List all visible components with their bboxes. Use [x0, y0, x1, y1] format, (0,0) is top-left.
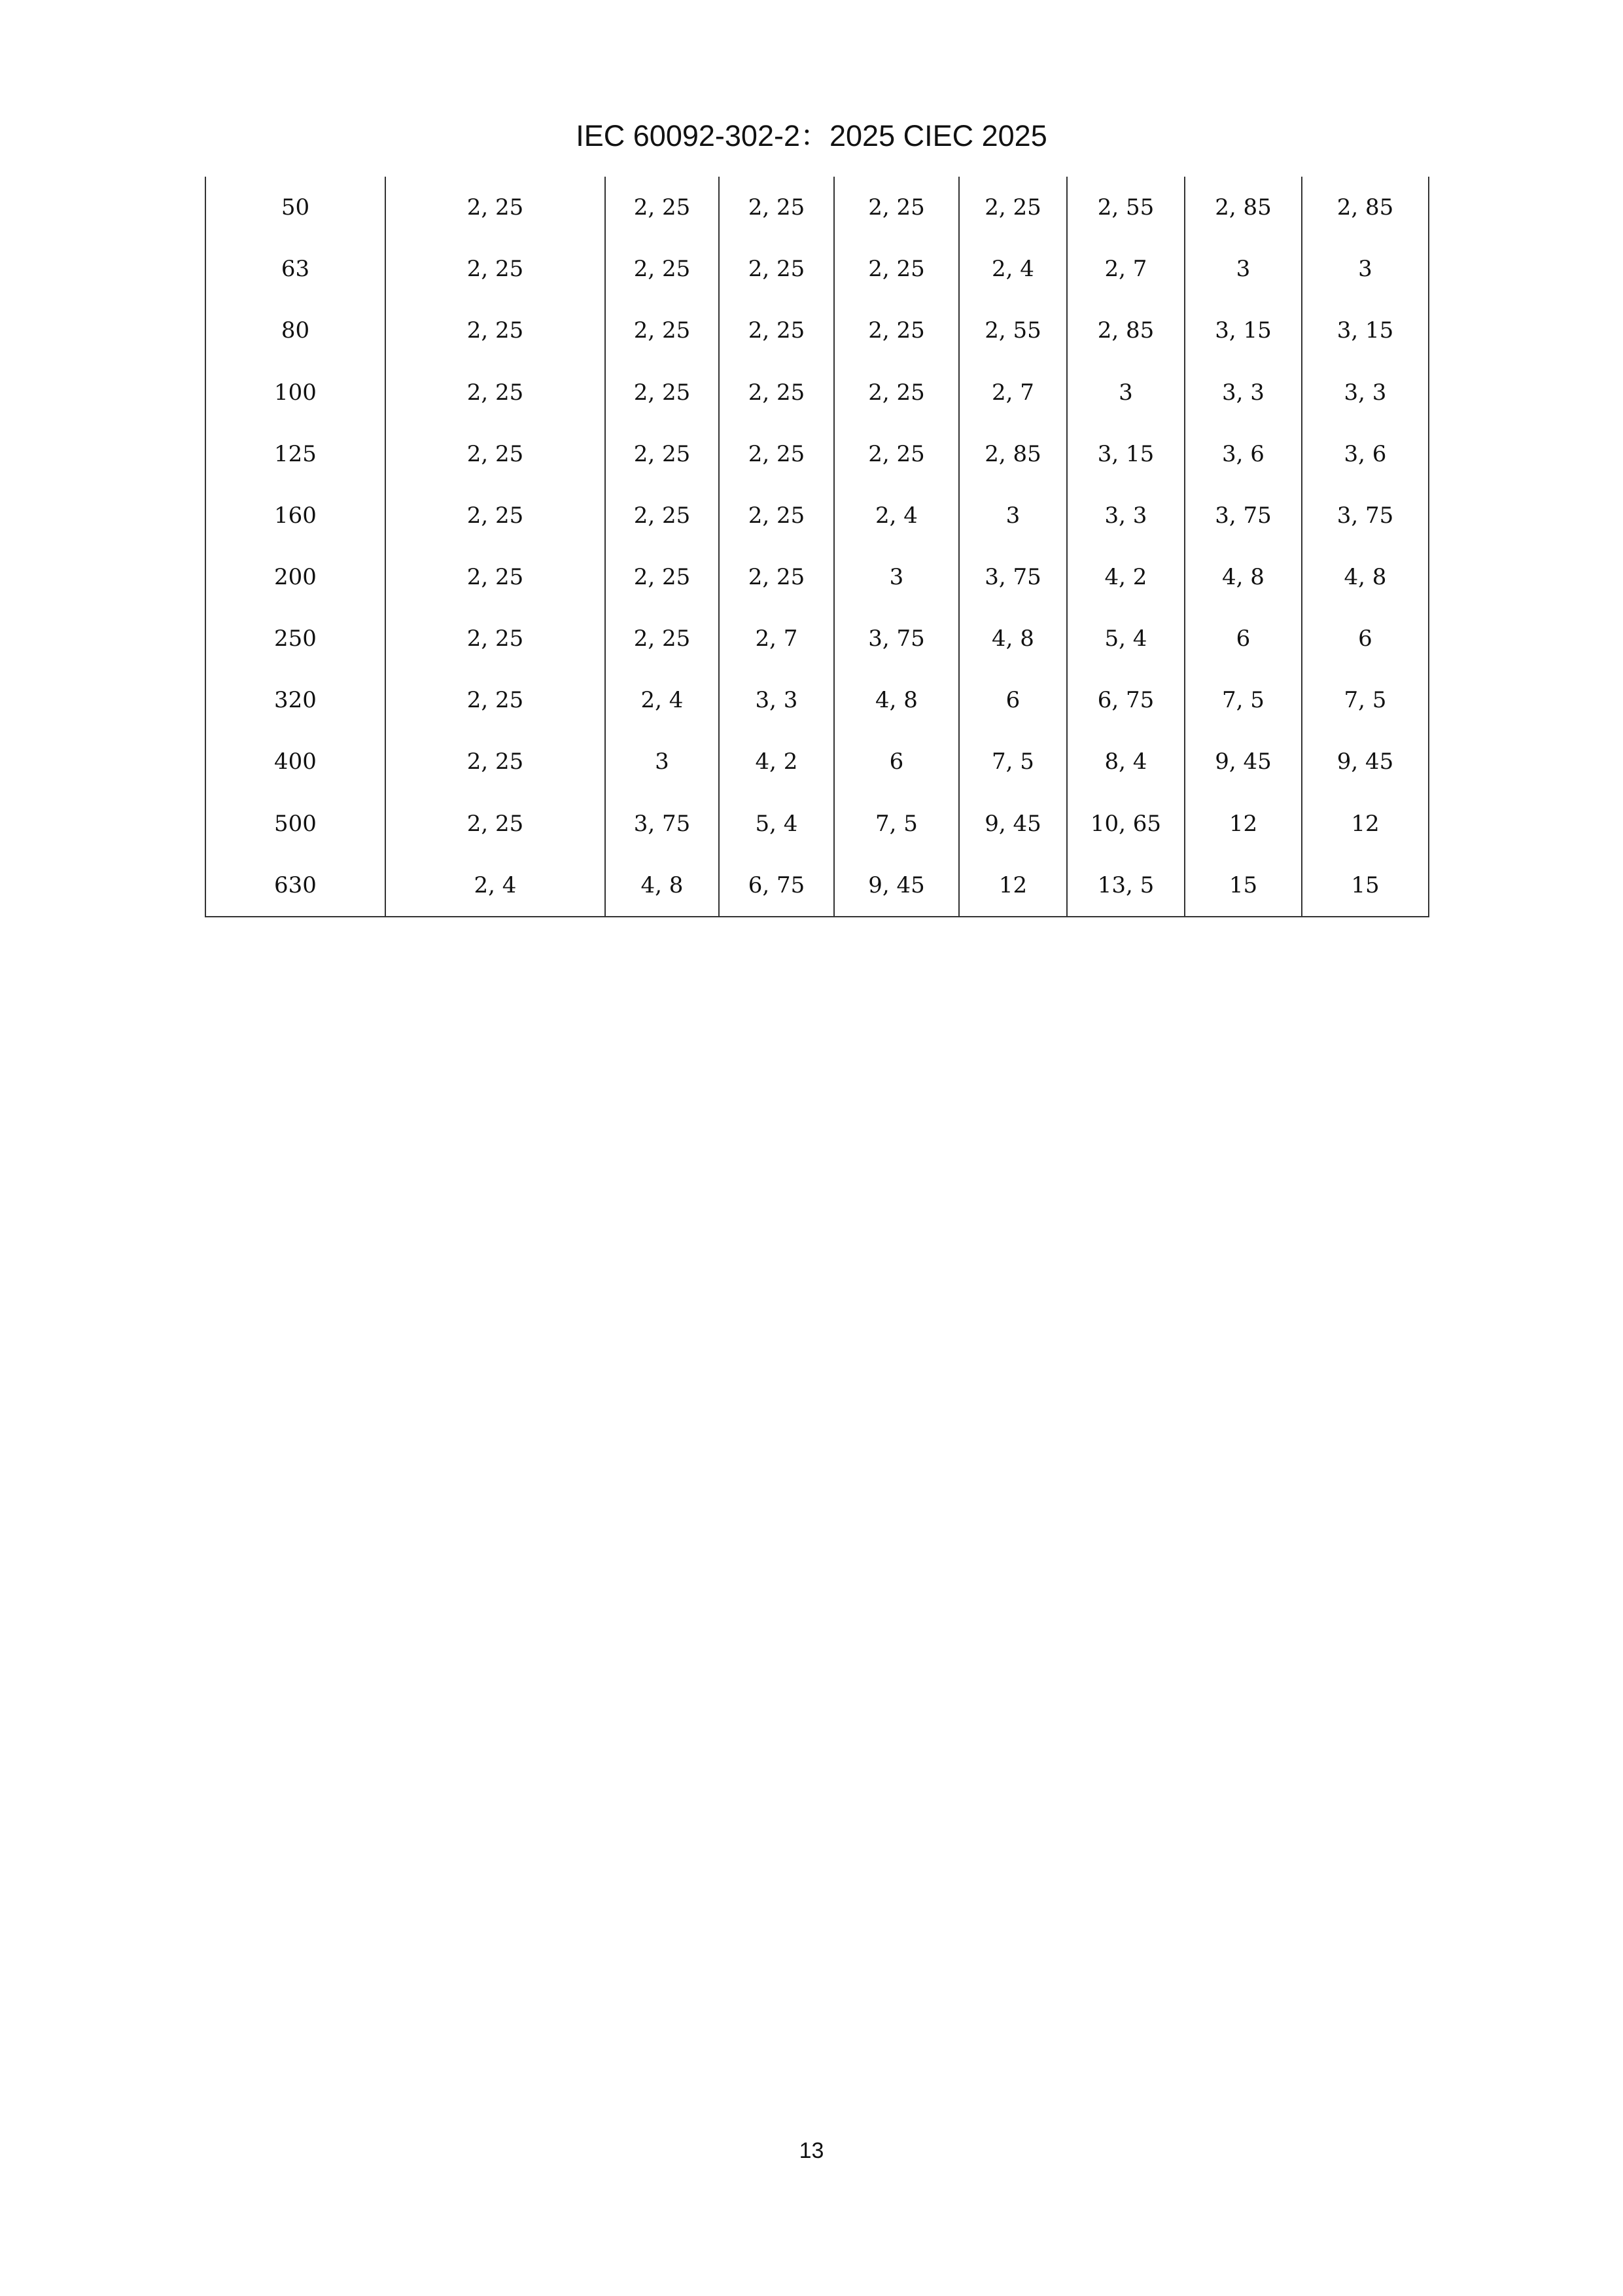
table-cell: 2, 25	[385, 361, 605, 423]
row-header-cell: 400	[205, 731, 385, 792]
table-cell: 2, 4	[385, 855, 605, 917]
table-cell: 2, 25	[834, 300, 959, 361]
table-cell: 2, 25	[385, 238, 605, 300]
table-cell: 5, 4	[719, 793, 834, 855]
table-cell: 12	[1302, 793, 1429, 855]
table-cell: 3, 3	[1185, 361, 1302, 423]
table-cell: 6	[834, 731, 959, 792]
table-cell: 4, 2	[719, 731, 834, 792]
table-cell: 12	[959, 855, 1067, 917]
table-cell: 2, 25	[834, 177, 959, 238]
table-cell: 2, 25	[605, 423, 719, 485]
table-cell: 2, 25	[385, 669, 605, 731]
table-cell: 6	[1302, 608, 1429, 669]
table-cell: 3, 3	[1067, 485, 1185, 546]
row-header-cell: 80	[205, 300, 385, 361]
table-row	[205, 855, 1429, 917]
table-cell: 3, 75	[605, 793, 719, 855]
table-cell: 2, 25	[834, 423, 959, 485]
table-cell: 7, 5	[1185, 669, 1302, 731]
table-cell: 6, 75	[1067, 669, 1185, 731]
row-header-cell: 200	[205, 546, 385, 608]
table-cell: 2, 25	[385, 300, 605, 361]
table-cell: 3	[1067, 361, 1185, 423]
table-cell: 2, 25	[385, 546, 605, 608]
table-body	[205, 177, 1429, 917]
table-cell: 4, 8	[1185, 546, 1302, 608]
table-cell: 3, 75	[1185, 485, 1302, 546]
table-cell: 2, 7	[1067, 238, 1185, 300]
table-cell: 4, 2	[1067, 546, 1185, 608]
table-cell: 9, 45	[1302, 731, 1429, 792]
table-cell: 3, 15	[1302, 300, 1429, 361]
table-cell: 6	[1185, 608, 1302, 669]
table-cell: 4, 8	[834, 669, 959, 731]
table-row	[205, 300, 1429, 361]
table-row	[205, 361, 1429, 423]
table-cell: 15	[1185, 855, 1302, 917]
table-cell: 3, 75	[834, 608, 959, 669]
table-cell: 15	[1302, 855, 1429, 917]
table-cell: 2, 25	[385, 731, 605, 792]
row-header-cell: 50	[205, 177, 385, 238]
table-cell: 7, 5	[834, 793, 959, 855]
table-cell: 2, 25	[834, 361, 959, 423]
table-cell: 3, 75	[1302, 485, 1429, 546]
table-cell: 9, 45	[959, 793, 1067, 855]
table-cell: 2, 25	[385, 793, 605, 855]
table-cell: 2, 25	[385, 177, 605, 238]
table-cell: 3, 6	[1185, 423, 1302, 485]
page-header-title: IEC 60092-302-2：2025 CIEC 2025	[576, 119, 1047, 152]
row-header-cell: 250	[205, 608, 385, 669]
table-row	[205, 731, 1429, 792]
table-cell: 2, 25	[719, 361, 834, 423]
table-row	[205, 485, 1429, 546]
table-cell: 2, 85	[1185, 177, 1302, 238]
table-cell: 9, 45	[1185, 731, 1302, 792]
table-row	[205, 423, 1429, 485]
table-cell: 6	[959, 669, 1067, 731]
table-cell: 2, 85	[1067, 300, 1185, 361]
table-cell: 3, 6	[1302, 423, 1429, 485]
table-row	[205, 177, 1429, 238]
table-cell: 3, 3	[1302, 361, 1429, 423]
row-header-cell: 125	[205, 423, 385, 485]
table-cell: 2, 25	[605, 300, 719, 361]
table-cell: 9, 45	[834, 855, 959, 917]
row-header-cell: 630	[205, 855, 385, 917]
table-cell: 2, 25	[959, 177, 1067, 238]
table-cell: 2, 7	[959, 361, 1067, 423]
table-cell: 3, 15	[1067, 423, 1185, 485]
table-cell: 2, 25	[605, 177, 719, 238]
data-table	[205, 177, 1429, 917]
table-cell: 4, 8	[1302, 546, 1429, 608]
table-row	[205, 793, 1429, 855]
table-cell: 2, 4	[834, 485, 959, 546]
table-cell: 3, 15	[1185, 300, 1302, 361]
row-header-cell: 100	[205, 361, 385, 423]
row-header-cell: 63	[205, 238, 385, 300]
table-cell: 2, 7	[719, 608, 834, 669]
row-header-cell: 500	[205, 793, 385, 855]
table-cell: 2, 25	[834, 238, 959, 300]
table-cell: 2, 25	[719, 485, 834, 546]
table-cell: 2, 25	[385, 485, 605, 546]
table-cell: 2, 55	[1067, 177, 1185, 238]
table-cell: 4, 8	[959, 608, 1067, 669]
table-cell: 2, 4	[605, 669, 719, 731]
table-cell: 3	[1185, 238, 1302, 300]
table-cell: 2, 25	[719, 238, 834, 300]
table-cell: 2, 4	[959, 238, 1067, 300]
table-cell: 2, 55	[959, 300, 1067, 361]
table-cell: 3, 3	[719, 669, 834, 731]
table-cell: 3, 75	[959, 546, 1067, 608]
table-cell: 2, 25	[385, 423, 605, 485]
table-cell: 7, 5	[959, 731, 1067, 792]
table-cell: 2, 85	[959, 423, 1067, 485]
table-cell: 2, 25	[605, 485, 719, 546]
table-row	[205, 546, 1429, 608]
table-cell: 3	[834, 546, 959, 608]
table-cell: 6, 75	[719, 855, 834, 917]
row-header-cell: 160	[205, 485, 385, 546]
table-cell: 2, 25	[719, 546, 834, 608]
table-cell: 3	[605, 731, 719, 792]
page-number: 13	[799, 2138, 824, 2163]
table-cell: 2, 25	[605, 361, 719, 423]
table-cell: 13, 5	[1067, 855, 1185, 917]
table-row	[205, 669, 1429, 731]
table-cell: 2, 25	[605, 608, 719, 669]
table-cell: 12	[1185, 793, 1302, 855]
table-cell: 4, 8	[605, 855, 719, 917]
table-cell: 2, 25	[719, 423, 834, 485]
table-cell: 2, 25	[385, 608, 605, 669]
table-cell: 2, 25	[719, 300, 834, 361]
table-cell: 5, 4	[1067, 608, 1185, 669]
table-cell: 10, 65	[1067, 793, 1185, 855]
table-cell: 2, 25	[605, 238, 719, 300]
table-row	[205, 238, 1429, 300]
table-cell: 3	[1302, 238, 1429, 300]
table-row	[205, 608, 1429, 669]
table-cell: 2, 25	[605, 546, 719, 608]
table-cell: 7, 5	[1302, 669, 1429, 731]
row-header-cell: 320	[205, 669, 385, 731]
table-cell: 2, 85	[1302, 177, 1429, 238]
table-cell: 2, 25	[719, 177, 834, 238]
table-cell: 3	[959, 485, 1067, 546]
table-cell: 8, 4	[1067, 731, 1185, 792]
